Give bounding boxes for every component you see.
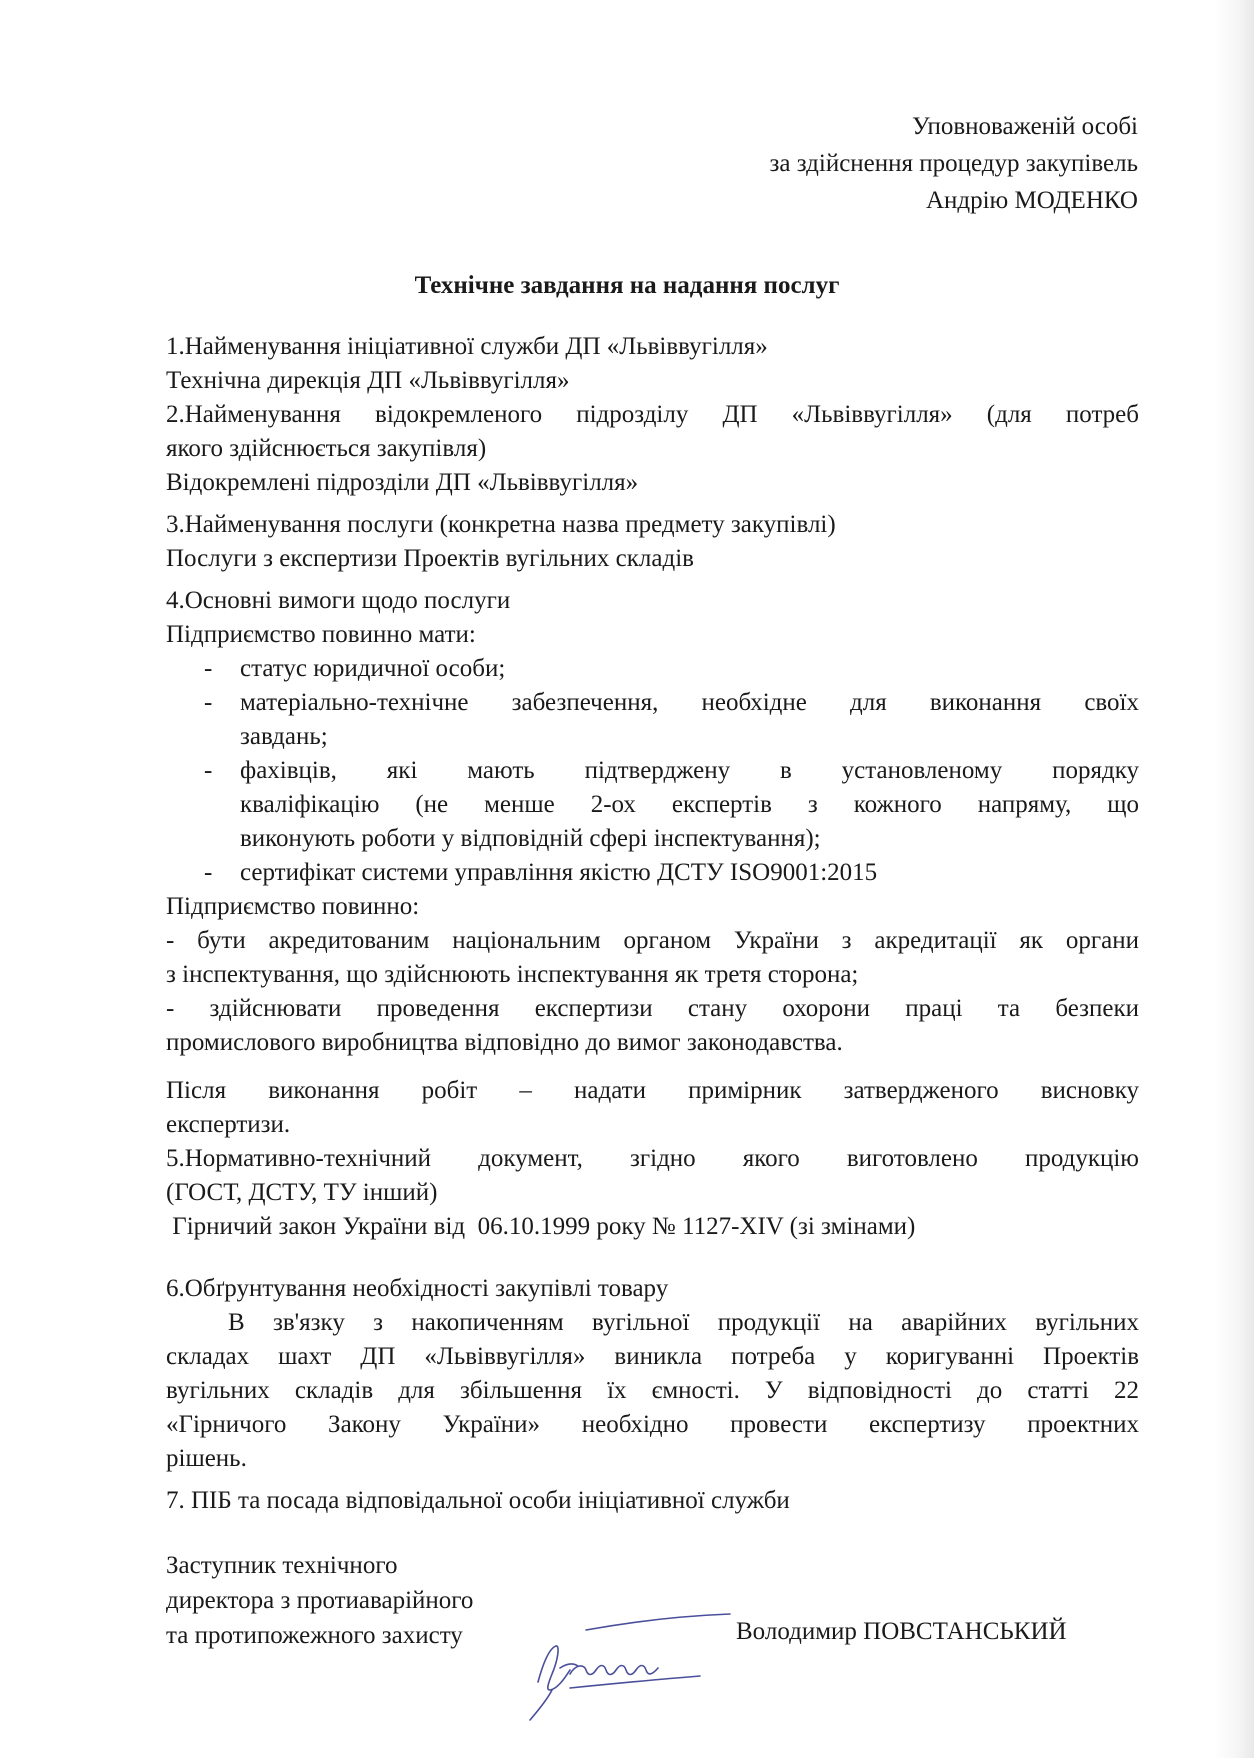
section-5-heading: 5.Нормативно-технічний документ, згідно якого виготовлено продукцію [166, 1145, 1139, 1172]
list-dash: - [204, 757, 213, 784]
section-5-value: Гірничий закон України від 06.10.1999 року № 1127-XIV (зі змінами) [166, 1213, 916, 1240]
addressee-name: Андрію МОДЕНКО [925, 187, 1138, 214]
list-item-text: сертифікат системи управління якістю ДСТУ ISO9001:2015 [240, 859, 878, 886]
handwritten-signature [500, 1590, 780, 1730]
list-item-text: статус юридичної особи; [240, 655, 506, 682]
list-dash: - [204, 859, 213, 886]
addressee-line: Уповноваженій особі [911, 113, 1138, 140]
list-item [166, 754, 1139, 856]
addressee-block [770, 108, 1138, 219]
list-dash: - [204, 689, 213, 716]
list-item-text: матеріально-технічне забезпечення, необхідне для виконання своїх [240, 689, 1139, 716]
signer-position-line: Заступник технічного [166, 1552, 398, 1579]
scan-edge-shadow [1214, 0, 1254, 1758]
section-6-paragraph: вугільних складів для збільшення їх ємності. У відповідності до статті 22 [166, 1377, 1139, 1404]
section-1-value: Технічна дирекція ДП «Львіввугілля» [166, 367, 570, 394]
requirement-text: - бути акредитованим національним органом України з акредитації як органи [166, 927, 1139, 954]
section-2-heading-cont: якого здійснюється закупівля) [166, 435, 487, 462]
section-2-heading: 2.Найменування відокремленого підрозділу ДП «Львіввугілля» (для потреб [166, 401, 1139, 428]
section-3-heading: 3.Найменування послуги (конкретна назва предмету закупівлі) [166, 511, 836, 538]
list-item-text: завдань; [240, 723, 328, 750]
signer-position [166, 1548, 473, 1653]
requirements-list [166, 652, 1139, 890]
document-body [166, 330, 1139, 1518]
section-3-value: Послуги з експертизи Проектів вугільних складів [166, 545, 694, 572]
signer-name: Володимир ПОВСТАНСЬКИЙ [736, 1618, 1067, 1645]
addressee-line: за здійснення процедур закупівель [769, 150, 1138, 177]
after-work-text: Після виконання робіт – надати примірник затвердженого висновку [166, 1077, 1139, 1104]
section-4-intro-2: Підприємство повинно: [166, 893, 420, 920]
list-dash: - [204, 655, 213, 682]
list-item-text: виконують роботи у відповідній сфері інспектування); [240, 825, 821, 852]
list-item [166, 856, 1139, 890]
list-item-text: фахівців, які мають підтверджену в установленому порядку [240, 757, 1139, 784]
requirement-text: - здійснювати проведення експертизи стану охорони праці та безпеки [166, 995, 1139, 1022]
requirement-text: з інспектування, що здійснюють інспектування як третя сторона; [166, 961, 859, 988]
document-title: Технічне завдання на надання послуг [414, 272, 840, 299]
section-6-paragraph: В зв'язку з накопиченням вугільної продукції на аварійних вугільних [228, 1309, 1139, 1336]
section-2-value: Відокремлені підрозділи ДП «Львіввугілля» [166, 469, 639, 496]
section-6-paragraph: складах шахт ДП «Львіввугілля» виникла потреба у коригуванні Проектів [166, 1343, 1139, 1370]
section-7-heading: 7. ПІБ та посада відповідальної особи ініціативної служби [166, 1487, 790, 1514]
section-6-paragraph: рішень. [166, 1445, 247, 1472]
list-item [166, 652, 1139, 686]
section-4-intro: Підприємство повинно мати: [166, 621, 476, 648]
section-6-heading: 6.Обґрунтування необхідності закупівлі товару [166, 1275, 669, 1302]
section-4-heading: 4.Основні вимоги щодо послуги [166, 587, 511, 614]
section-5-heading-cont: (ГОСТ, ДСТУ, ТУ інший) [166, 1179, 438, 1206]
section-1-heading: 1.Найменування ініціативної служби ДП «Львіввугілля» [166, 333, 768, 360]
signer-position-line: та протипожежного захисту [166, 1622, 463, 1649]
list-item [166, 686, 1139, 754]
section-6-paragraph: «Гірничого Закону України» необхідно провести експертизу проектних [166, 1411, 1139, 1438]
signer-position-line: директора з протиаварійного [166, 1587, 474, 1614]
after-work-text: експертизи. [166, 1111, 291, 1138]
list-item-text: кваліфікацію (не менше 2-ох експертів з кожного напряму, що [240, 791, 1139, 818]
requirement-text: промислового виробництва відповідно до вимог законодавства. [166, 1029, 843, 1056]
